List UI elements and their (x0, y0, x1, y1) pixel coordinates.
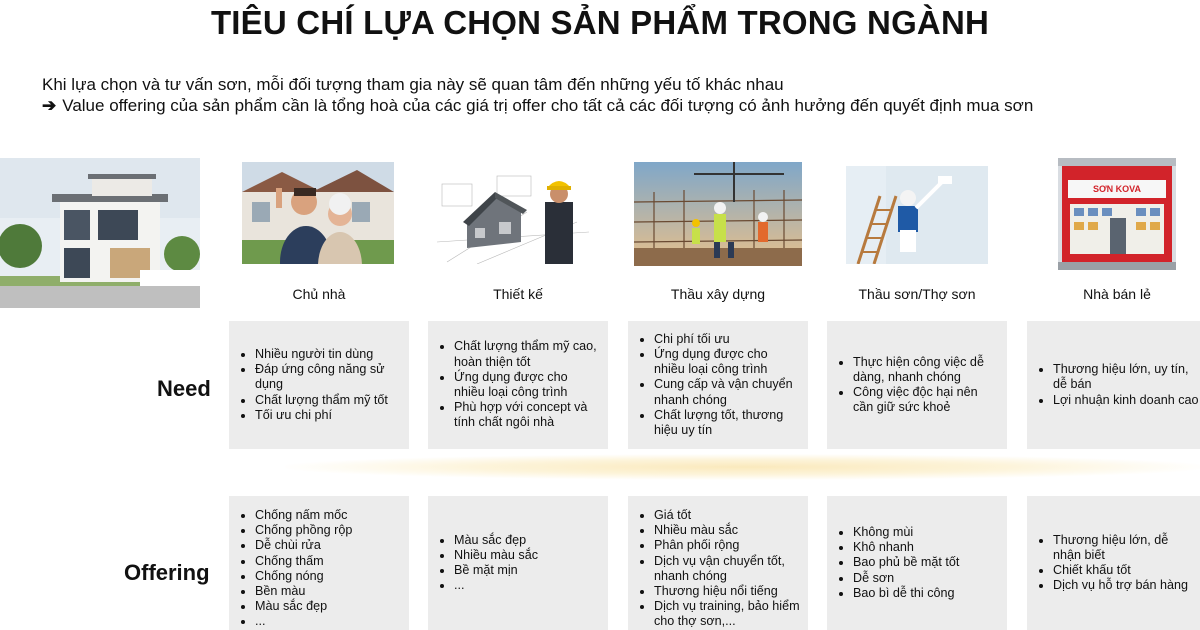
need-item: • Công việc độc hại nên cần giữ sức khoẻ (853, 385, 999, 415)
need-item: • Chi phí tối ưu (654, 332, 800, 347)
construction-photo (634, 162, 802, 266)
need-item: • Lợi nhuận kinh doanh cao (1053, 393, 1199, 408)
need-card-thau-xay-dung (628, 321, 808, 449)
need-card-thau-son (827, 321, 1007, 449)
offering-item: • ... (255, 614, 352, 629)
offering-item: • Bền màu (255, 584, 352, 599)
offering-item: • ... (454, 578, 538, 593)
offering-item: • Chiết khấu tốt (1053, 563, 1199, 578)
offering-row-label: Offering (124, 560, 210, 585)
intro-line-2 (42, 95, 1033, 116)
need-item: • Cung cấp và vận chuyển nhanh chóng (654, 377, 800, 407)
actor-label-nha-ban-le: Nhà bán lẻ (1083, 286, 1151, 302)
painter-photo (846, 166, 988, 264)
need-card-chu-nha (229, 321, 409, 449)
store-sign-text: SƠN KOVA (1092, 184, 1142, 194)
offering-item: • Dịch vụ vận chuyển tốt, nhanh chóng (654, 554, 800, 584)
offering-item: • Màu sắc đẹp (454, 533, 538, 548)
paint-store-photo (1058, 158, 1176, 270)
offering-item: • Thương hiệu lớn, dễ nhận biết (1053, 533, 1199, 563)
offering-card-chu-nha (229, 496, 409, 630)
offering-item: • Dịch vụ hỗ trợ bán hàng (1053, 578, 1199, 593)
offering-item: • Phân phối rộng (654, 538, 800, 553)
need-item: • Phù hợp với concept và tính chất ngôi nhà (454, 400, 600, 430)
intro-line-2-text: Value offering của sản phẩm cần là tổng hoà của các giá trị offer cho tất cả các đối tượng có ảnh hưởng đến quyết định mua sơn (62, 96, 1034, 115)
actor-label-thau-xay-dung: Thầu xây dựng (670, 286, 766, 302)
offering-item: • Chống thấm (255, 554, 352, 569)
offering-item: • Chống phồng rộp (255, 523, 352, 538)
right-arrow-icon: ➔ (42, 96, 57, 115)
actor-label-thiet-ke: Thiết kế (493, 286, 543, 302)
offering-item: • Dễ sơn (853, 571, 959, 586)
architect-photo (437, 172, 589, 264)
offering-item: • Khô nhanh (853, 540, 959, 555)
need-item: • Tối ưu chi phí (255, 408, 401, 423)
offering-item: • Chống nóng (255, 569, 352, 584)
need-item: • Thực hiện công việc dễ dàng, nhanh chóng (853, 355, 999, 385)
need-item: • Thương hiệu lớn, uy tín, dễ bán (1053, 362, 1199, 392)
offering-item: • Giá tốt (654, 508, 800, 523)
house-photo (0, 158, 200, 308)
need-item: • Nhiều người tin dùng (255, 347, 401, 362)
need-card-thiet-ke (428, 321, 608, 449)
intro-line-1: Khi lựa chọn và tư vấn sơn, mỗi đối tượng tham gia này sẽ quan tâm đến những yếu tố khác nhau (42, 75, 784, 94)
need-row-label: Need (157, 376, 211, 401)
offering-card-thau-xay-dung (628, 496, 808, 630)
need-card-nha-ban-le (1027, 321, 1200, 449)
homeowners-photo (242, 162, 394, 264)
need-item: • Ứng dụng được cho nhiều loại công trình (654, 347, 800, 377)
actor-label-chu-nha: Chủ nhà (292, 286, 346, 302)
need-item: • Chất lượng tốt, thương hiệu uy tín (654, 408, 800, 438)
offering-item: • Bao bì dễ thi công (853, 586, 959, 601)
intro-text (42, 74, 1033, 116)
offering-item: • Dịch vụ training, bảo hiểm cho thợ sơn,... (654, 599, 800, 629)
offering-card-thiet-ke (428, 496, 608, 630)
offering-item: • Nhiều màu sắc (654, 523, 800, 538)
offering-item: • Màu sắc đẹp (255, 599, 352, 614)
need-item: • Đáp ứng công năng sử dụng (255, 362, 401, 392)
offering-item: • Không mùi (853, 525, 959, 540)
offering-card-thau-son (827, 496, 1007, 630)
offering-item: • Bề mặt mịn (454, 563, 538, 578)
offering-item: • Nhiều màu sắc (454, 548, 538, 563)
offering-item: • Thương hiệu nổi tiếng (654, 584, 800, 599)
need-item: • Ứng dụng được cho nhiều loại công trình (454, 370, 600, 400)
offering-item: • Bao phủ bề mặt tốt (853, 555, 959, 570)
need-item: • Chất lượng thẩm mỹ tốt (255, 393, 401, 408)
offering-item: • Dễ chùi rửa (255, 538, 352, 553)
page-title: TIÊU CHÍ LỰA CHỌN SẢN PHẨM TRONG NGÀNH (210, 4, 990, 41)
offering-item: • Chống nấm mốc (255, 508, 352, 523)
divider-band (285, 454, 1200, 480)
offering-card-nha-ban-le (1027, 496, 1200, 630)
actor-label-thau-son: Thầu sơn/Thợ sơn (858, 286, 976, 302)
need-item: • Chất lượng thẩm mỹ cao, hoàn thiện tốt (454, 339, 600, 369)
